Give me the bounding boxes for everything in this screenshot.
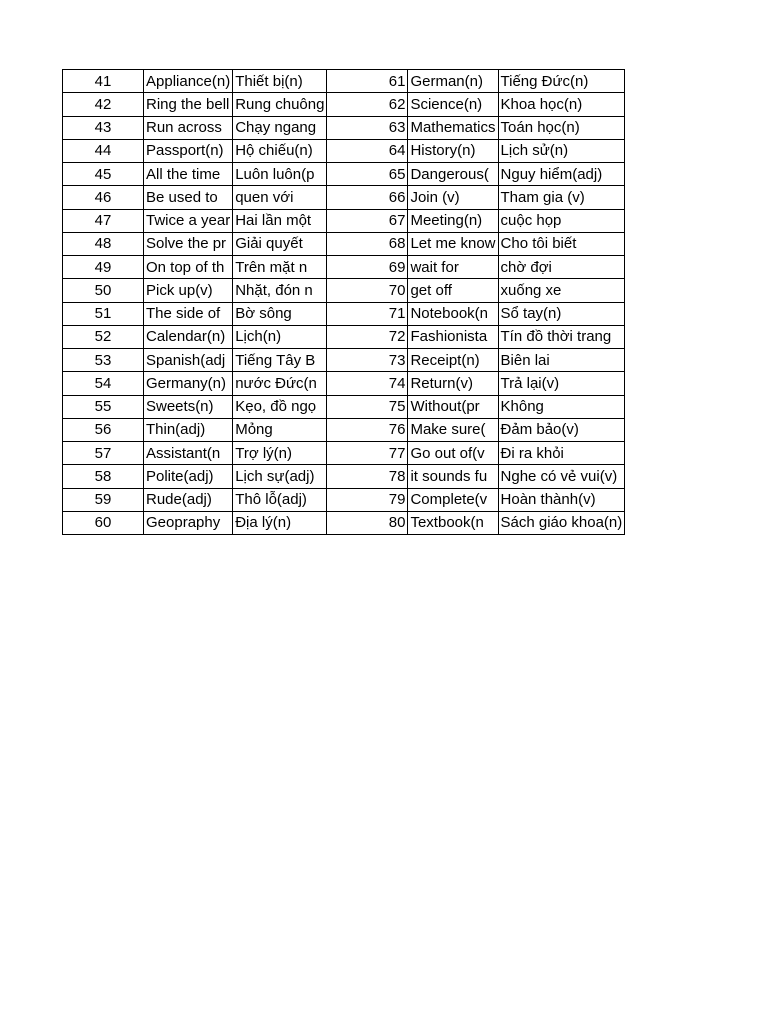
entry-number-cell[interactable]: 60 [63,511,144,534]
vietnamese-meaning-cell[interactable]: Rung chuông [233,93,327,116]
entry-number-cell[interactable]: 45 [63,163,144,186]
entry-number-cell[interactable]: 58 [63,465,144,488]
entry-number-cell[interactable]: 71 [327,302,408,325]
entry-number-cell[interactable]: 63 [327,116,408,139]
vietnamese-meaning-cell[interactable]: Kẹo, đồ ngọ [233,395,327,418]
english-term-cell[interactable]: Polite(adj) [144,465,233,488]
english-term-cell[interactable]: Germany(n) [144,372,233,395]
vietnamese-meaning-cell[interactable]: Lịch sự(adj) [233,465,327,488]
english-term-cell[interactable]: All the time [144,163,233,186]
vietnamese-meaning-cell[interactable]: Đi ra khỏi [498,442,625,465]
vietnamese-meaning-cell[interactable]: quen với [233,186,327,209]
entry-number-cell[interactable]: 42 [63,93,144,116]
table-row [63,418,625,441]
vietnamese-meaning-cell[interactable]: Trên mặt n [233,256,327,279]
english-term-cell[interactable]: Spanish(adj [144,349,233,372]
table-row [63,163,625,186]
english-term-cell[interactable]: Let me know [408,232,498,255]
english-term-cell[interactable]: Calendar(n) [144,325,233,348]
english-term-cell[interactable]: On top of th [144,256,233,279]
vietnamese-meaning-cell[interactable]: Hai lần một [233,209,327,232]
entry-number-cell[interactable]: 69 [327,256,408,279]
entry-number-cell[interactable]: 51 [63,302,144,325]
table-row [63,116,625,139]
table-row [63,232,625,255]
english-term-cell[interactable]: History(n) [408,139,498,162]
entry-number-cell[interactable]: 44 [63,139,144,162]
entry-number-cell[interactable]: 68 [327,232,408,255]
table-row [63,279,625,302]
vietnamese-meaning-cell[interactable]: Sổ tay(n) [498,302,625,325]
english-term-cell[interactable]: Textbook(n [408,511,498,534]
entry-number-cell[interactable]: 76 [327,418,408,441]
table-row [63,186,625,209]
vietnamese-meaning-cell[interactable]: Chạy ngang [233,116,327,139]
vietnamese-meaning-cell[interactable]: Cho tôi biết [498,232,625,255]
entry-number-cell[interactable]: 43 [63,116,144,139]
entry-number-cell[interactable]: 46 [63,186,144,209]
english-term-cell[interactable]: Meeting(n) [408,209,498,232]
entry-number-cell[interactable]: 75 [327,395,408,418]
english-term-cell[interactable]: Thin(adj) [144,418,233,441]
vietnamese-meaning-cell[interactable]: Toán học(n) [498,116,625,139]
entry-number-cell[interactable]: 73 [327,349,408,372]
english-term-cell[interactable]: get off [408,279,498,302]
vietnamese-meaning-cell[interactable]: Tham gia (v) [498,186,625,209]
english-term-cell[interactable]: Appliance(n) [144,70,233,93]
table-row [63,70,625,93]
english-term-cell[interactable]: Twice a year [144,209,233,232]
vietnamese-meaning-cell[interactable]: Không [498,395,625,418]
english-term-cell[interactable]: Without(pr [408,395,498,418]
english-term-cell[interactable]: Go out of(v [408,442,498,465]
table-row [63,395,625,418]
english-term-cell[interactable]: Join (v) [408,186,498,209]
table-row [63,488,625,511]
vietnamese-meaning-cell[interactable]: Trợ lý(n) [233,442,327,465]
entry-number-cell[interactable]: 41 [63,70,144,93]
entry-number-cell[interactable]: 67 [327,209,408,232]
english-term-cell[interactable]: Run across [144,116,233,139]
entry-number-cell[interactable]: 48 [63,232,144,255]
english-term-cell[interactable]: Sweets(n) [144,395,233,418]
table-row [63,93,625,116]
entry-number-cell[interactable]: 77 [327,442,408,465]
table-row [63,511,625,534]
entry-number-cell[interactable]: 49 [63,256,144,279]
vietnamese-meaning-cell[interactable]: Lịch(n) [233,325,327,348]
vietnamese-meaning-cell[interactable]: Lịch sử(n) [498,139,625,162]
english-term-cell[interactable]: Rude(adj) [144,488,233,511]
english-term-cell[interactable]: Pick up(v) [144,279,233,302]
entry-number-cell[interactable]: 52 [63,325,144,348]
entry-number-cell[interactable]: 53 [63,349,144,372]
english-term-cell[interactable]: Return(v) [408,372,498,395]
vietnamese-meaning-cell[interactable]: Trả lại(v) [498,372,625,395]
english-term-cell[interactable]: Fashionista [408,325,498,348]
english-term-cell[interactable]: Passport(n) [144,139,233,162]
table-row [63,256,625,279]
english-term-cell[interactable]: Complete(v [408,488,498,511]
table-row [63,139,625,162]
vietnamese-meaning-cell[interactable]: Bờ sông [233,302,327,325]
english-term-cell[interactable]: Be used to [144,186,233,209]
entry-number-cell[interactable]: 59 [63,488,144,511]
vietnamese-meaning-cell[interactable]: Tín đồ thời trang [498,325,625,348]
entry-number-cell[interactable]: 72 [327,325,408,348]
vietnamese-meaning-cell[interactable]: Giải quyết [233,232,327,255]
vietnamese-meaning-cell[interactable]: Biên lai [498,349,625,372]
entry-number-cell[interactable]: 62 [327,93,408,116]
vietnamese-meaning-cell[interactable]: Hộ chiếu(n) [233,139,327,162]
entry-number-cell[interactable]: 66 [327,186,408,209]
vietnamese-meaning-cell[interactable]: Thô lỗ(adj) [233,488,327,511]
english-term-cell[interactable]: The side of [144,302,233,325]
english-term-cell[interactable]: Science(n) [408,93,498,116]
english-term-cell[interactable]: Make sure( [408,418,498,441]
english-term-cell[interactable]: Ring the bell [144,93,233,116]
entry-number-cell[interactable]: 65 [327,163,408,186]
entry-number-cell[interactable]: 50 [63,279,144,302]
english-term-cell[interactable]: it sounds fu [408,465,498,488]
vocabulary-table-body [63,70,625,535]
vietnamese-meaning-cell[interactable]: nước Đức(n [233,372,327,395]
entry-number-cell[interactable]: 61 [327,70,408,93]
vocabulary-table [62,69,625,535]
vietnamese-meaning-cell[interactable]: Mỏng [233,418,327,441]
table-row [63,209,625,232]
vietnamese-meaning-cell[interactable]: Đảm bảo(v) [498,418,625,441]
vietnamese-meaning-cell[interactable]: chờ đợi [498,256,625,279]
vietnamese-meaning-cell[interactable]: Địa lý(n) [233,511,327,534]
table-row [63,349,625,372]
english-term-cell[interactable]: Geopraphy [144,511,233,534]
english-term-cell[interactable]: Mathematics [408,116,498,139]
entry-number-cell[interactable]: 74 [327,372,408,395]
table-row [63,325,625,348]
entry-number-cell[interactable]: 70 [327,279,408,302]
english-term-cell[interactable]: Notebook(n [408,302,498,325]
table-row [63,372,625,395]
entry-number-cell[interactable]: 80 [327,511,408,534]
english-term-cell[interactable]: Receipt(n) [408,349,498,372]
vietnamese-meaning-cell[interactable]: Hoàn thành(v) [498,488,625,511]
table-row [63,465,625,488]
entry-number-cell[interactable]: 57 [63,442,144,465]
entry-number-cell[interactable]: 64 [327,139,408,162]
vietnamese-meaning-cell[interactable]: Tiếng Tây B [233,349,327,372]
table-row [63,302,625,325]
english-term-cell[interactable]: Dangerous( [408,163,498,186]
entry-number-cell[interactable]: 78 [327,465,408,488]
entry-number-cell[interactable]: 55 [63,395,144,418]
vietnamese-meaning-cell[interactable]: cuộc họp [498,209,625,232]
entry-number-cell[interactable]: 47 [63,209,144,232]
entry-number-cell[interactable]: 56 [63,418,144,441]
vietnamese-meaning-cell[interactable]: Tiếng Đức(n) [498,70,625,93]
english-term-cell[interactable]: Assistant(n [144,442,233,465]
vietnamese-meaning-cell[interactable]: Nghe có vẻ vui(v) [498,465,625,488]
entry-number-cell[interactable]: 79 [327,488,408,511]
vietnamese-meaning-cell[interactable]: Sách giáo khoa(n) [498,511,625,534]
vietnamese-meaning-cell[interactable]: Luôn luôn(p [233,163,327,186]
vietnamese-meaning-cell[interactable]: Nguy hiểm(adj) [498,163,625,186]
vietnamese-meaning-cell[interactable]: Thiết bị(n) [233,70,327,93]
english-term-cell[interactable]: German(n) [408,70,498,93]
english-term-cell[interactable]: Solve the pr [144,232,233,255]
english-term-cell[interactable]: wait for [408,256,498,279]
table-row [63,442,625,465]
vietnamese-meaning-cell[interactable]: Khoa học(n) [498,93,625,116]
vietnamese-meaning-cell[interactable]: xuống xe [498,279,625,302]
entry-number-cell[interactable]: 54 [63,372,144,395]
vietnamese-meaning-cell[interactable]: Nhặt, đón n [233,279,327,302]
